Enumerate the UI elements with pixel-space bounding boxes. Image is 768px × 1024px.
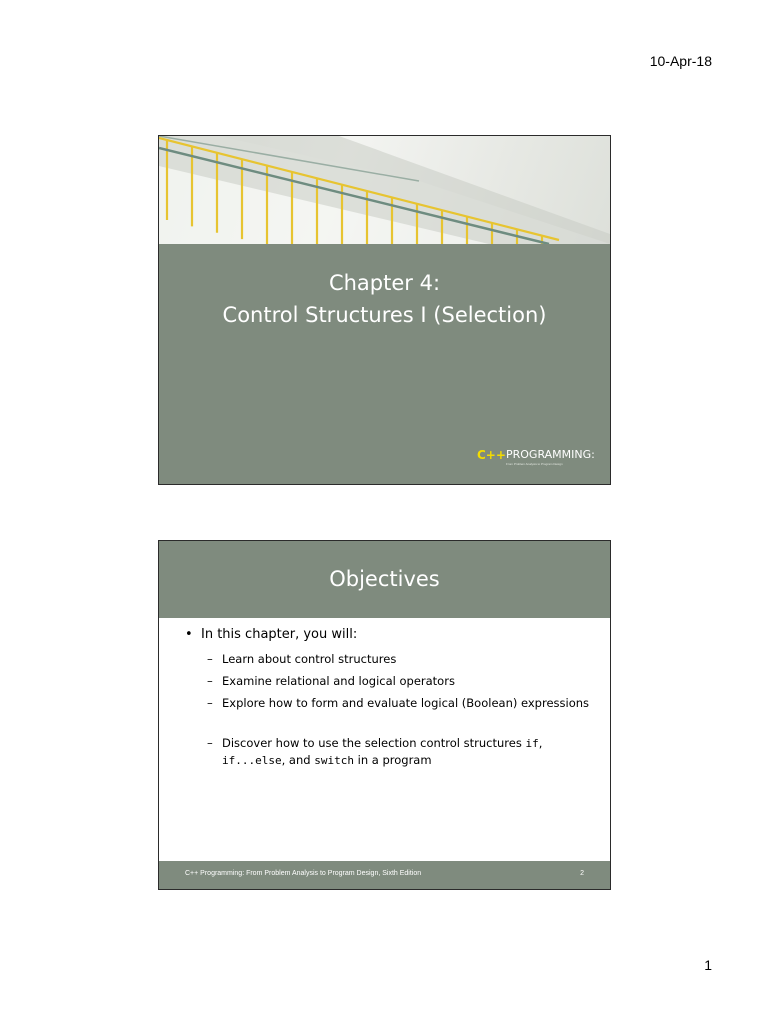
code-if-else: if...else — [222, 754, 282, 767]
logo-cpp: C++ — [477, 448, 506, 462]
code-if: if — [525, 737, 539, 750]
main-bullet — [185, 627, 357, 642]
slide-2 — [158, 540, 611, 890]
dash-icon: – — [207, 736, 213, 750]
title-panel — [159, 244, 610, 484]
logo-subtitle: From Problem Analysis to Program Design — [506, 462, 563, 466]
sub-item-text: Discover how to use the selection control structures if, if...else, and switch in a program — [222, 736, 543, 767]
page-date: 10-Apr-18 — [649, 53, 712, 69]
sub-item — [207, 673, 597, 689]
slide-footer — [159, 861, 610, 889]
staircase-railing-illustration — [159, 136, 610, 244]
slide-number: 2 — [580, 870, 584, 877]
footer-text: C++ Programming: From Problem Analysis to Program Design, Sixth Edition — [185, 870, 422, 877]
cpp-programming-logo — [477, 448, 601, 468]
staircase-photo — [159, 136, 610, 244]
chapter-title: Chapter 4: — [328, 271, 441, 295]
dash-icon: – — [207, 652, 213, 666]
objectives-header — [159, 541, 610, 618]
logo-wordmark: PROGRAMMING: — [506, 448, 595, 461]
bullet-dot-icon: • — [185, 627, 193, 642]
code-switch: switch — [314, 754, 354, 767]
chapter-subtitle: Control Structures I (Selection) — [222, 303, 547, 327]
main-bullet-text: In this chapter, you will: — [201, 627, 358, 642]
sub-item — [207, 695, 597, 711]
sub-item-text: Explore how to form and evaluate logical (Boolean) expressions — [222, 696, 590, 710]
dash-icon: – — [207, 674, 213, 688]
page-number: 1 — [704, 957, 712, 973]
sub-item — [207, 651, 597, 667]
sub-item-text: Learn about control structures — [222, 652, 397, 666]
slide-1 — [158, 135, 611, 485]
dash-icon: – — [207, 696, 213, 710]
sub-item-text: Examine relational and logical operators — [222, 674, 455, 688]
sub-item — [207, 735, 597, 769]
objectives-title: Objectives — [329, 567, 440, 591]
